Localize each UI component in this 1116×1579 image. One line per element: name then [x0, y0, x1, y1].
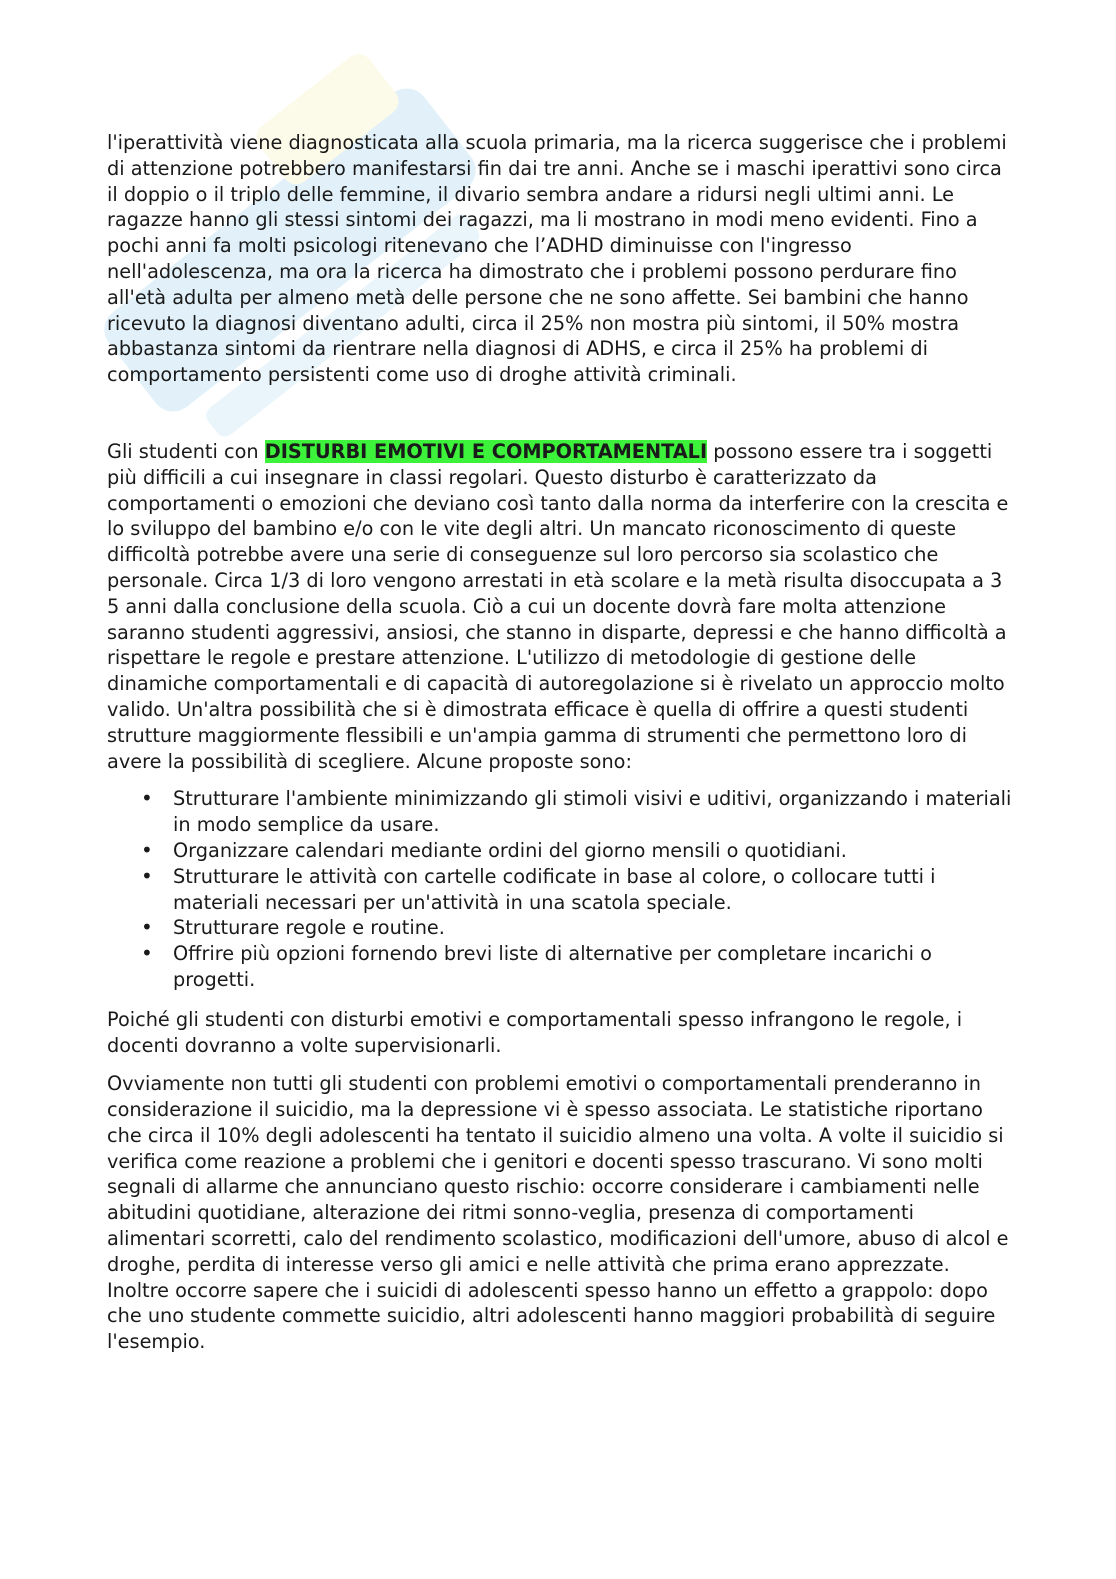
paragraph-emotional-disorders	[107, 439, 1012, 774]
list-item: • Strutturare regole e routine.	[173, 915, 1012, 941]
highlighted-heading: DISTURBI EMOTIVI E COMPORTAMENTALI	[264, 439, 708, 463]
list-item: • Organizzare calendari mediante ordini del giorno mensili o quotidiani.	[173, 838, 1012, 864]
list-item: • Strutturare le attività con cartelle codificate in base al colore, o collocare tutti i materiali necessari per un'attività in una scatola speciale.	[173, 864, 1012, 916]
paragraph-intro-text: Gli studenti con	[107, 439, 265, 463]
paragraph-body-text: possono essere tra i soggetti più difficili a cui insegnare in classi regolari. Questo disturbo è caratterizzato da comportamenti o emozioni che deviano così tanto dalla norma da interferire con la crescita e lo sviluppo del bambino e/o con le vite degli altri. Un mancato riconoscimento di queste difficoltà potrebbe avere una serie di conseguenze sul loro percorso sia scolastico che personale. Circa 1/3 di loro vengono arrestati in età scolare e la metà risulta disoccupata a 3 5 anni dalla conclusione della scuola. Ciò a cui un docente dovrà fare molta attenzione saranno studenti aggressivi, ansiosi, che stanno in disparte, depressi e che hanno difficoltà a rispettare le regole e prestare attenzione. L'utilizzo di metodologie di gestione delle dinamiche comportamentali e di capacità di autoregolazione si è rivelato un approccio molto valido. Un'altra possibilità che si è dimostrata efficace è quella di offrire a questi studenti strutture maggiormente flessibili e un'ampia gamma di strumenti che permettono loro di avere la possibilità di scegliere. Alcune proposte sono:	[107, 439, 1009, 773]
paragraph-adhd: l'iperattività viene diagnosticata alla scuola primaria, ma la ricerca suggerisce che i problemi di attenzione potrebbero manifestarsi fin dai tre anni. Anche se i maschi iperattivi sono circa il doppio o il triplo delle femmine, il divario sembra andare a ridursi negli ultimi anni. Le ragazze hanno gli stessi sintomi dei ragazzi, ma li mostrano in modi meno evidenti. Fino a pochi anni fa molti psicologi ritenevano che l’ADHD diminuisse con l'ingresso nell'adolescenza, ma ora la ricerca ha dimostrato che i problemi possono perdurare fino all'età adulta per almeno metà delle persone che ne sono affette. Sei bambini che hanno ricevuto la diagnosi diventano adulti, circa il 25% non mostra più sintomi, il 50% mostra abbastanza sintomi da rientrare nella diagnosi di ADHS, e circa il 25% ha problemi di comportamento persistenti come uso di droghe attività criminali.	[107, 131, 1007, 387]
paragraph-supervision: Poiché gli studenti con disturbi emotivi e comportamentali spesso infrangono le regole, i docenti dovranno a volte supervisionarli.	[107, 1007, 963, 1057]
list-item: • Strutturare l'ambiente minimizzando gli stimoli visivi e uditivi, organizzando i materiali in modo semplice da usare.	[173, 786, 1012, 838]
list-item: • Offrire più opzioni fornendo brevi liste di alternative per completare incarichi o progetti.	[173, 941, 1012, 993]
paragraph-suicide-risk: Ovviamente non tutti gli studenti con problemi emotivi o comportamentali prenderanno in considerazione il suicidio, ma la depressione vi è spesso associata. Le statistiche riportano che circa il 10% degli adolescenti ha tentato il suicidio almeno una volta. A volte il suicidio si verifica come reazione a problemi che i genitori e docenti spesso trascurano. Vi sono molti segnali di allarme che annunciano questo rischio: occorre considerare i cambiamenti nelle abitudini quotidiane, alterazione dei ritmi sonno-veglia, presenza di comportamenti alimentari scorretti, calo del rendimento scolastico, modificazioni dell'umore, abuso di alcol e droghe, perdita di interesse verso gli amici e nelle attività che prima erano apprezzate. Inoltre occorre sapere che i suicidi di adolescenti spesso hanno un effetto a grappolo: dopo che uno studente commette suicidio, altri adolescenti hanno maggiori probabilità di seguire l'esempio.	[107, 1072, 1009, 1354]
proposals-list	[107, 786, 1012, 992]
document-page	[107, 130, 1012, 1355]
